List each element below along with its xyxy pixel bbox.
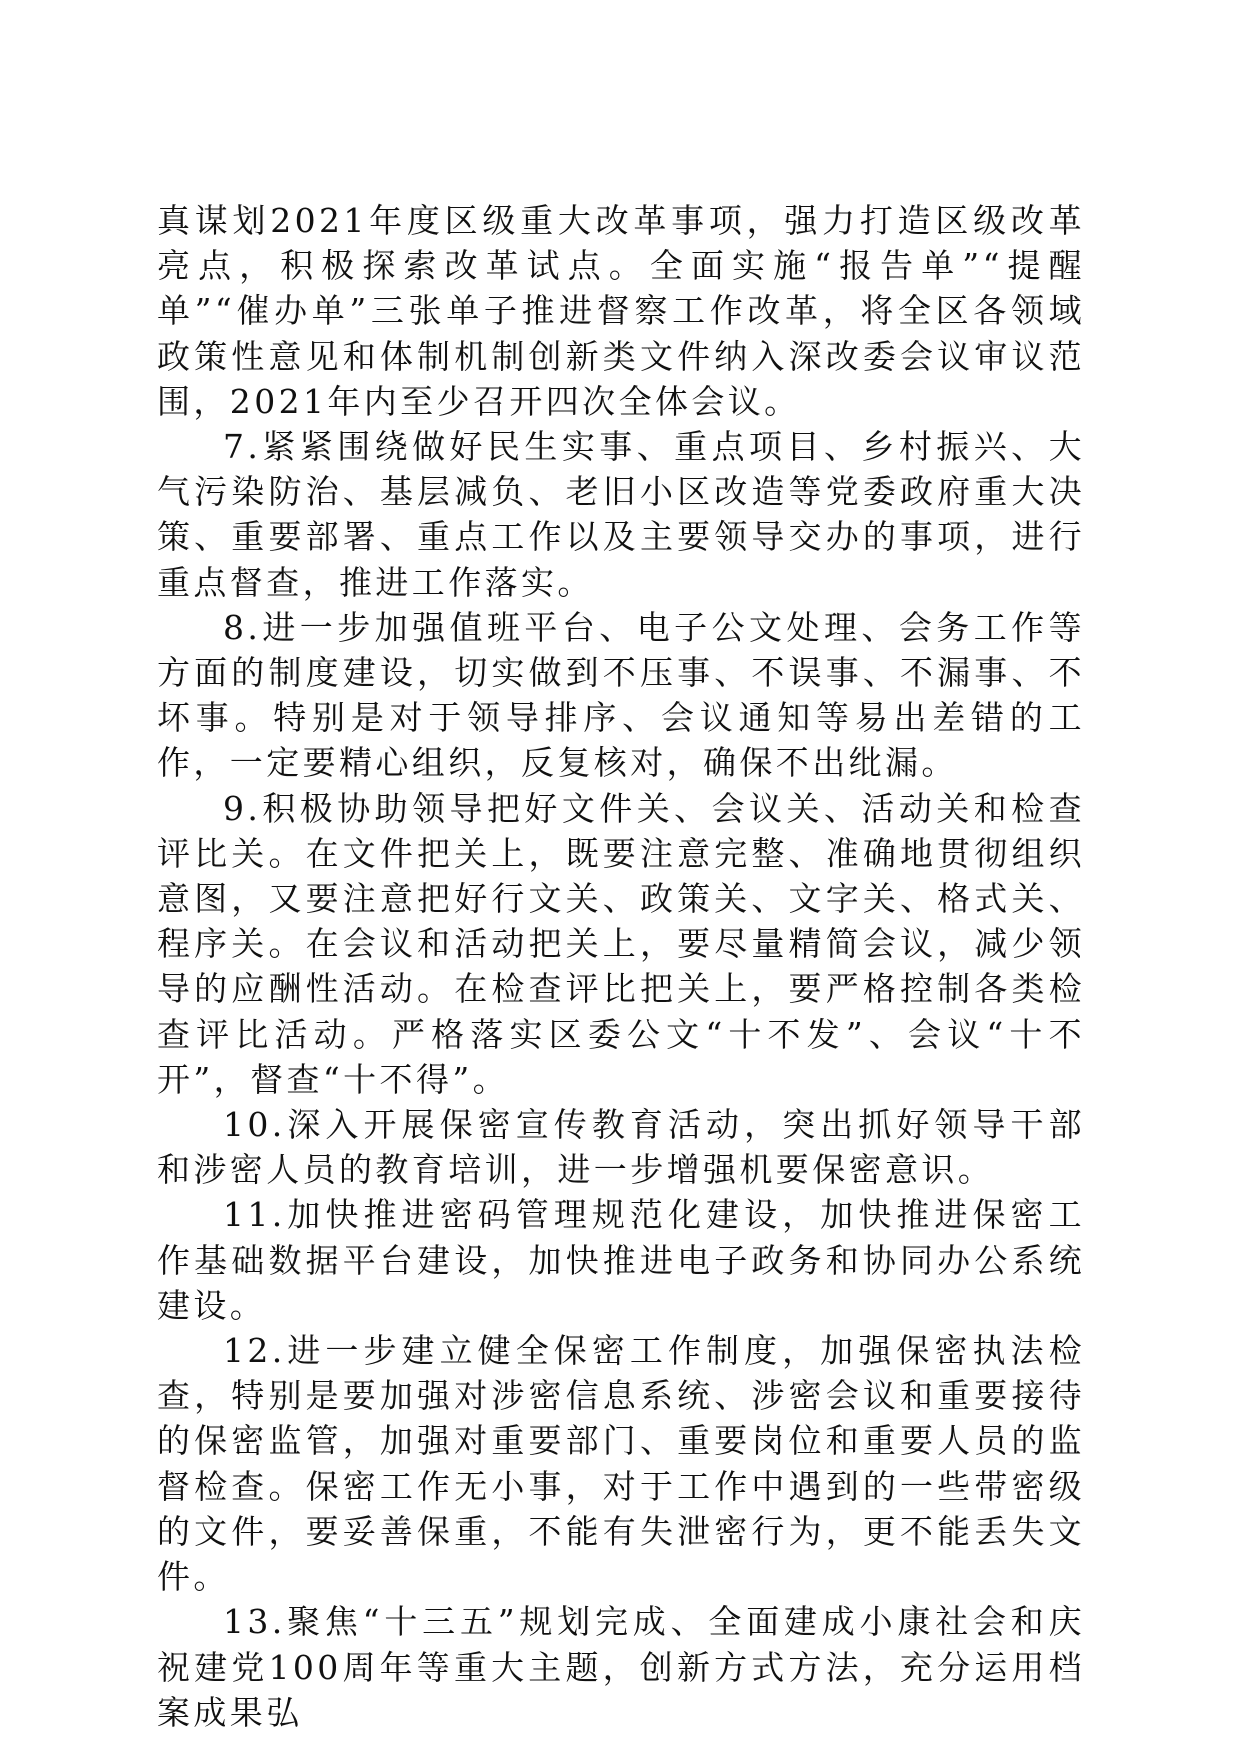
- paragraph-continuation: 真谋划2021年度区级重大改革事项，强力打造区级改革亮点，积极探索改革试点。全面实施“报告单”“提醒单”“催办单”三张单子推进督察工作改革，将全区各领域政策性意见和体制机制创新类文件纳入深改委会议审议范围，2021年内至少召开四次全体会议。: [157, 201, 1085, 421]
- paragraph-item-10: 10.深入开展保密宣传教育活动，突出抓好领导干部和涉密人员的教育培训，进一步增强机要保密意识。: [157, 1105, 1085, 1190]
- paragraph-item-9: 9.积极协助领导把好文件关、会议关、活动关和检查评比关。在文件把关上，既要注意完整、准确地贯彻组织意图，又要注意把好行文关、政策关、文字关、格式关、程序关。在会议和活动把关上，要尽量精简会议，减少领导的应酬性活动。在检查评比把关上，要严格控制各类检查评比活动。严格落实区委公文“十不发”、会议“十不开”，督查“十不得”。: [157, 788, 1085, 1099]
- document-body: [157, 198, 1085, 1735]
- paragraph-item-8: 8.进一步加强值班平台、电子公文处理、会务工作等方面的制度建设，切实做到不压事、不误事、不漏事、不坏事。特别是对于领导排序、会议通知等易出差错的工作，一定要精心组织，反复核对，确保不出纰漏。: [157, 607, 1085, 783]
- paragraph-item-11: 11.加快推进密码管理规范化建设，加快推进保密工作基础数据平台建设，加快推进电子政务和协同办公系统建设。: [157, 1195, 1085, 1325]
- paragraph-item-13: 13.聚焦“十三五”规划完成、全面建成小康社会和庆祝建党100周年等重大主题，创新方式方法，充分运用档案成果弘: [157, 1602, 1085, 1732]
- paragraph-item-12: 12.进一步建立健全保密工作制度，加强保密执法检查，特别是要加强对涉密信息系统、涉密会议和重要接待的保密监管，加强对重要部门、重要岗位和重要人员的监督检查。保密工作无小事，对于工作中遇到的一些带密级的文件，要妥善保重，不能有失泄密行为，更不能丢失文件。: [157, 1331, 1085, 1597]
- paragraph-item-7: 7.紧紧围绕做好民生实事、重点项目、乡村振兴、大气污染防治、基层减负、老旧小区改造等党委政府重大决策、重要部署、重点工作以及主要领导交办的事项，进行重点督查，推进工作落实。: [157, 427, 1085, 602]
